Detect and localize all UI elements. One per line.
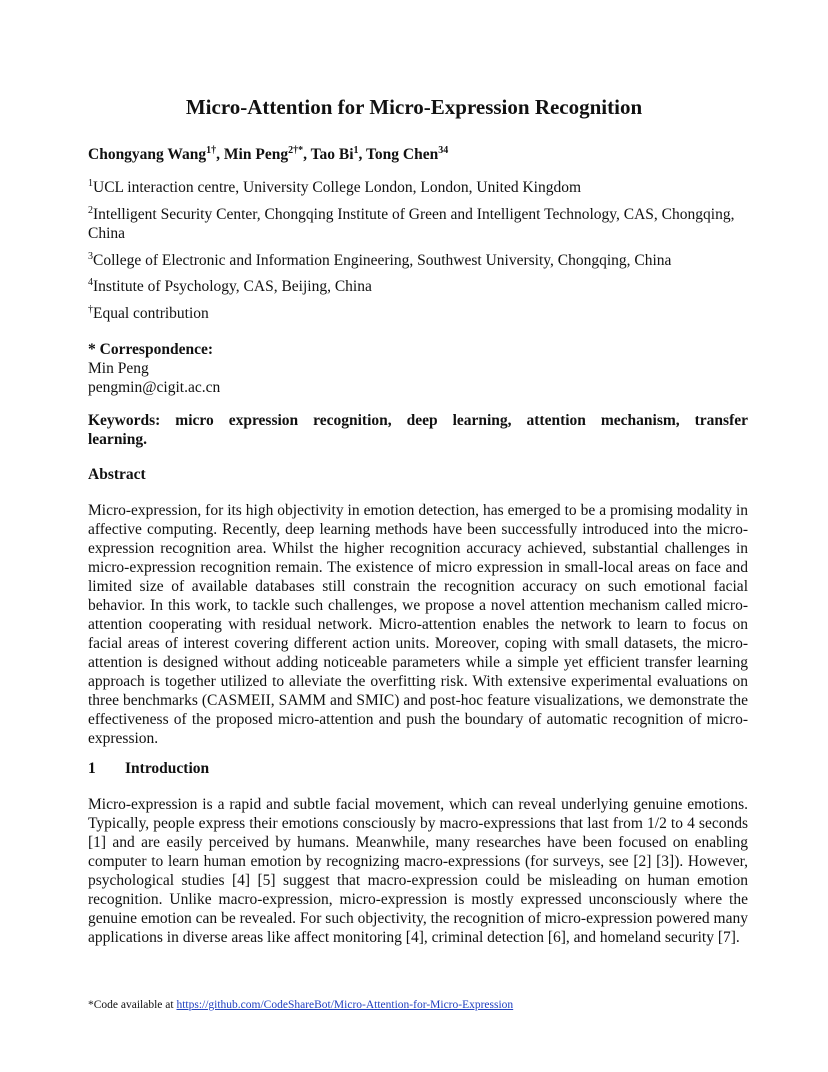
keywords [88, 411, 748, 449]
author-sup: 34 [438, 144, 449, 156]
correspondence-block [88, 340, 748, 397]
footnote-prefix: *Code available at [88, 999, 177, 1011]
author-list: Chongyang Wang$^{1\dagger}$, Min Peng$^{2\dagger*}$, Tao Bi$^1$, Tong Chen$^{34}$ [88, 144, 449, 163]
abstract-text: Micro-expression, for its high objectivity in emotion detection, has emerged to be a promising modality in affective computing. Recently, deep learning methods have been successfully introduced into the micro-expression recognition area. Whilst the higher recognition accuracy achieved, substantial challenges in micro-expression recognition remain. The existence of micro expression in small-local areas on face and limited size of available databases still constrain the recognition accuracy on such emotional facial behavior. In this work, to tackle such challenges, we propose a novel attention mechanism called micro-attention cooperating with residual network. Micro-attention enables the network to learn to focus on facial areas of interest covering different action units. Moreover, coping with small datasets, the micro-attention is designed without adding noticeable parameters while a simple yet efficient transfer learning approach is together utilized to alleviate the overfitting risk. With extensive experimental evaluations on three benchmarks (CASMEII, SAMM and SMIC) and post-hoc feature visualizations, we demonstrate the effectiveness of the proposed micro-attention and push the boundary of automatic recognition of micro-expression. [88, 502, 748, 747]
author-sup: 2†* [288, 144, 304, 156]
author-sup: 1 [353, 144, 359, 156]
author-name: Tao Bi [310, 146, 354, 163]
correspondence-email[interactable]: pengmin@cigit.ac.cn [88, 379, 221, 396]
introduction-text: Micro-expression is a rapid and subtle facial movement, which can reveal underlying genuine emotions. Typically, people express their emotions consciously by macro-expressions that last from 1/2 to 4 seconds [1] and are easily perceived by humans. Meanwhile, many researches have been focused on enabling computer to learn human emotion by recognizing macro-expressions (for surveys, see [2] [3]). However, psychological studies [4] [5] suggest that macro-expression could be misleading on human emotion recognition. Unlike macro-expression, micro-expression is mostly expressed unconsciously where the genuine emotion can be revealed. For such objectivity, the recognition of micro-expression powered many applications in diverse areas like affect monitoring [4], criminal detection [6], and homeland security [7]. [88, 796, 748, 946]
keywords-label: Keywords: [88, 412, 161, 429]
correspondence-heading: * Correspondence: [88, 341, 213, 358]
abstract-heading: Abstract [88, 466, 146, 483]
equal-contribution-note: †Equal contribution [88, 303, 209, 322]
affiliation-2: $^2$Intelligent Security Center, Chongqing Institute of Green and Intelligent Technology, CAS, Chongqing, China [88, 204, 735, 242]
section-heading-introduction [88, 759, 748, 779]
keywords-text: micro expression recognition, deep learning, attention mechanism, transfer learning. [88, 412, 749, 448]
section-number: 1 [88, 760, 96, 777]
affiliation-4: $^4$Institute of Psychology, CAS, Beijing, China [88, 276, 372, 295]
code-footnote [88, 997, 748, 1013]
correspondence-name: Min Peng [88, 360, 149, 377]
author-name: Chongyang Wang [88, 146, 207, 163]
author-name: Tong Chen [365, 146, 439, 163]
paper-title: Micro-Attention for Micro-Expression Recognition [185, 95, 643, 119]
affiliation-3: $^3$College of Electronic and Information Engineering, Southwest University, Chongqing, China [88, 250, 672, 269]
github-link[interactable]: https://github.com/CodeShareBot/Micro-Attention-for-Micro-Expression [176, 999, 514, 1011]
author-sup: 1† [206, 144, 217, 156]
section-title: Introduction [125, 760, 210, 777]
author-name: Min Peng [223, 146, 289, 163]
affiliation-1: $^1$UCL interaction centre, University College London, London, United Kingdom [88, 177, 582, 196]
